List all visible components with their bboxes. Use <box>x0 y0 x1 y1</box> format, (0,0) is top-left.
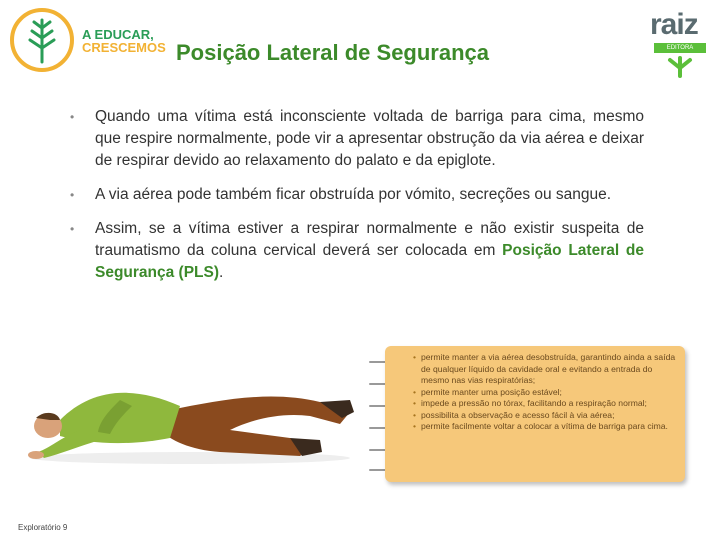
tree-icon <box>26 18 58 64</box>
bullet-text: Assim, se a vítima estiver a respirar normalmente e não existir suspeita de traumatismo da coluna cervical deverá ser colocada em <box>95 220 644 259</box>
note-item <box>413 352 681 387</box>
note-dot: • <box>413 352 417 362</box>
note-text: impede a pressão no tórax, facilitando a respiração normal; <box>421 398 647 408</box>
notes-list <box>413 352 681 433</box>
note-item <box>413 387 681 399</box>
note-item <box>413 410 681 422</box>
notes-card <box>385 346 685 482</box>
note-dot: • <box>413 398 417 408</box>
bullet-item <box>70 184 644 206</box>
raiz-logo <box>650 8 710 78</box>
note-dot: • <box>413 409 417 420</box>
bullet-list <box>70 106 644 296</box>
note-text: permite manter uma posição estável; <box>421 386 562 397</box>
footer-label: Exploratório 9 <box>18 523 68 532</box>
recovery-position-illustration <box>20 360 360 470</box>
bullet-dot: • <box>70 222 75 236</box>
educar-logo <box>10 8 170 78</box>
bullet-item <box>70 106 644 172</box>
raiz-tagline: EDITORA <box>654 43 706 53</box>
bullet-text: A via aérea pode também ficar obstruída por vómito, secreções ou sangue. <box>95 186 612 203</box>
logo-line-2: CRESCEMOS <box>82 40 166 55</box>
bullet-dot: • <box>70 110 75 124</box>
note-dot: • <box>413 386 417 397</box>
bullet-text: Quando uma vítima está inconsciente voltada de barriga para cima, mesmo que respire normalmente, pode vir a apresentar obstrução da via aérea e deixar de respirar devido ao relaxamento do palato e da epiglote. <box>95 108 644 169</box>
bullet-item <box>70 218 644 284</box>
logo-text <box>82 28 166 54</box>
raiz-arrow-icon <box>666 56 694 78</box>
note-text: permite facilmente voltar a colocar a vítima de barriga para cima. <box>421 421 668 431</box>
note-item <box>413 421 681 433</box>
bullet-text-end: . <box>219 264 224 281</box>
note-item <box>413 398 681 410</box>
note-text: permite manter a via aérea desobstruída, garantindo ainda a saída de qualquer líquido da cavidade oral e evitando a entrada do mesmo nas vias respiratórias; <box>421 352 676 385</box>
bullet-dot: • <box>70 188 75 202</box>
logo-line-1: A EDUCAR, <box>82 27 154 42</box>
raiz-wordmark: raiz <box>650 8 698 41</box>
page-title: Posição Lateral de Segurança <box>176 40 490 65</box>
note-text: possibilita a observação e acesso fácil à via aérea; <box>421 409 615 420</box>
pls-highlight: Posição Lateral de Segurança (PLS) <box>95 242 644 281</box>
note-dot: • <box>413 421 417 431</box>
